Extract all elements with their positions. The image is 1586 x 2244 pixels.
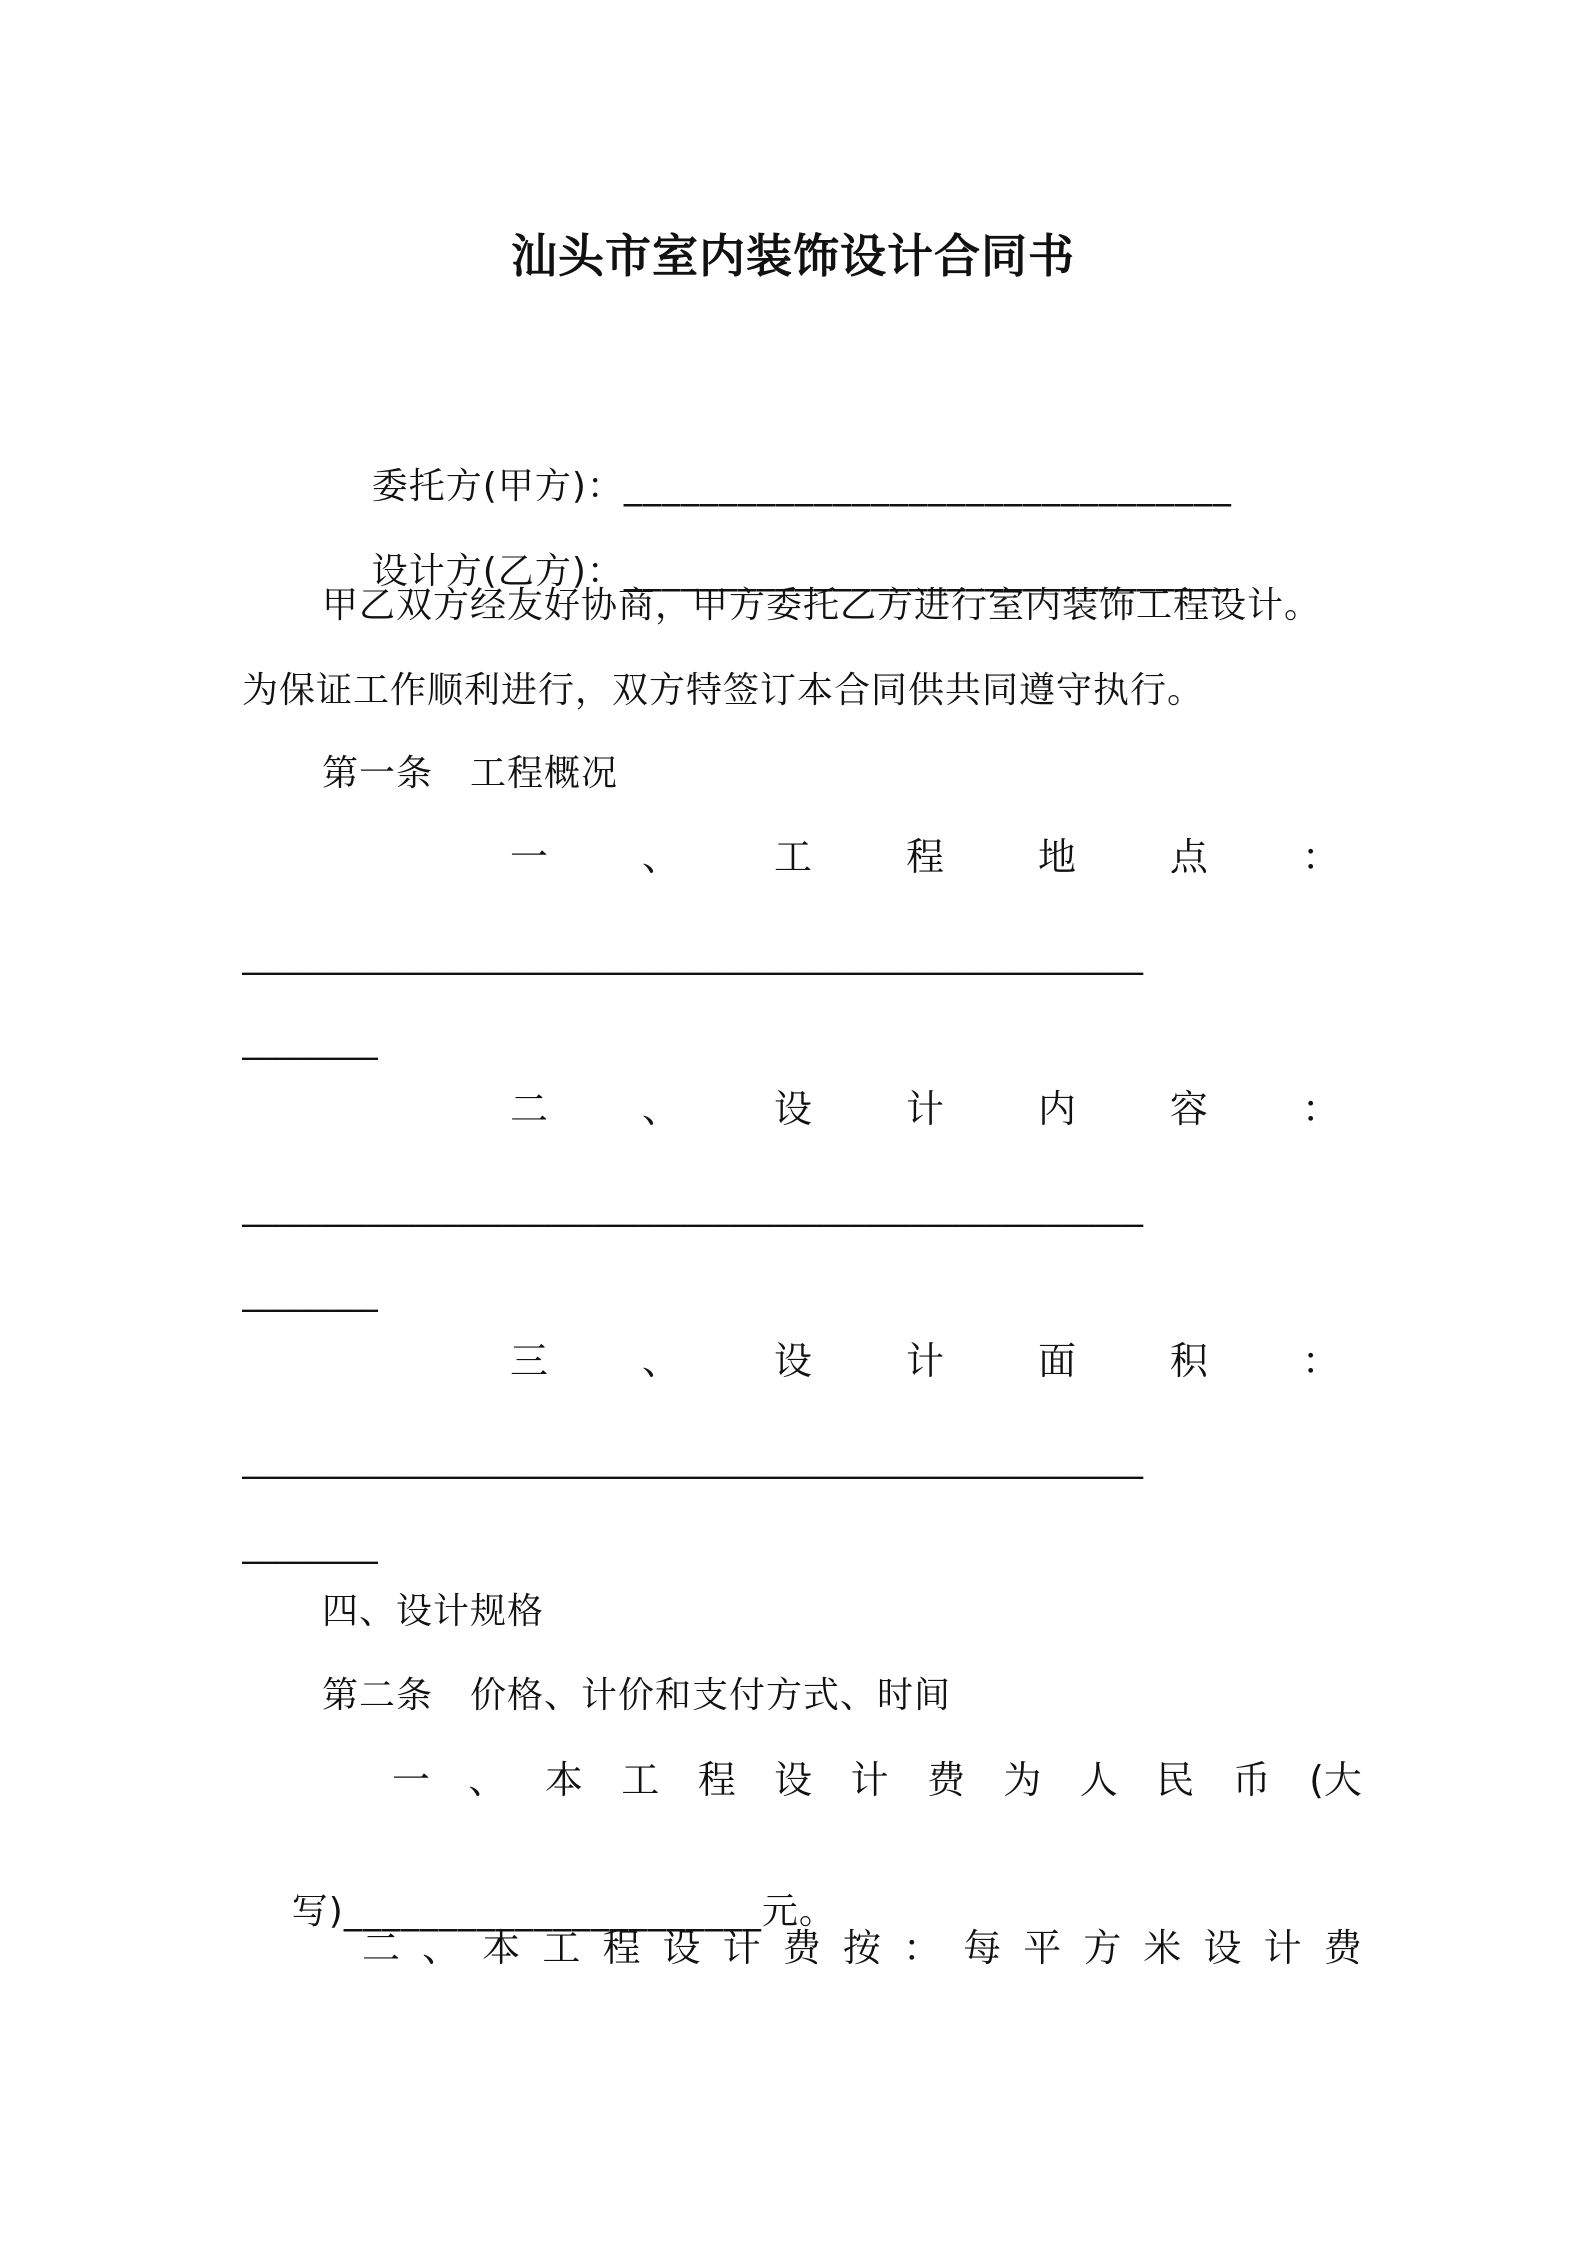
item-1-char: 工 — [773, 835, 812, 879]
fee-1-char: 程 — [697, 1758, 736, 1802]
item-2-char: 设 — [773, 1087, 812, 1131]
item-2-char: 容 — [1169, 1087, 1208, 1131]
party-a-blank: ________________________________ — [623, 466, 1232, 507]
item-1-char: ： — [1301, 835, 1340, 879]
item-3-char: 面 — [1037, 1339, 1076, 1383]
fee-1-suffix: 元。 — [761, 1891, 836, 1932]
fee-1-char: 本 — [544, 1758, 583, 1802]
fee-1-char: (大 — [1309, 1758, 1362, 1802]
fee-2-char: 本 — [482, 1926, 521, 1970]
fee-2-char: 费 — [1323, 1926, 1362, 1970]
fee-1-char: 设 — [774, 1758, 813, 1802]
fee-2-char: 按 — [842, 1926, 881, 1970]
article-1-heading: 第一条 工程概况 — [322, 753, 619, 794]
item-2-char: 计 — [905, 1087, 944, 1131]
fee-2-char: 平 — [1023, 1926, 1062, 1970]
fee-1-char: 为 — [1003, 1758, 1042, 1802]
document-title: 汕头市室内装饰设计合同书 — [511, 229, 1075, 283]
item-3-char: 计 — [905, 1339, 944, 1383]
item-3-char: 积 — [1169, 1339, 1208, 1383]
item-1-blank-short: ________ — [242, 1021, 378, 1061]
fee-1-char: 费 — [926, 1758, 965, 1802]
fee-1-char: 、 — [468, 1758, 507, 1802]
item-3-char: ： — [1301, 1339, 1340, 1383]
fee-1-char: 民 — [1156, 1758, 1195, 1802]
fee-2-char: ： — [902, 1926, 941, 1970]
item-2-blank-line: _____________________________________________________ — [242, 1188, 1143, 1228]
fee-1-prefix: 写) — [291, 1891, 344, 1932]
fee-2-char: 设 — [1203, 1926, 1242, 1970]
fee-1-blank: ______________________ — [343, 1891, 762, 1932]
item-2-char: 、 — [641, 1087, 680, 1131]
item-3-blank-line: _____________________________________________________ — [242, 1440, 1143, 1480]
item-2-blank-short: ________ — [242, 1273, 378, 1313]
item-2-char: 二 — [510, 1087, 549, 1131]
item-3-char: 三 — [510, 1339, 549, 1383]
fee-2-char: 、 — [422, 1926, 461, 1970]
party-b-blank: ________________________________ — [623, 551, 1232, 592]
fee-2-char: 程 — [602, 1926, 641, 1970]
item-1-char: 地 — [1037, 835, 1076, 879]
item-1-char: 、 — [641, 835, 680, 879]
item-3-blank-short: ________ — [242, 1525, 378, 1565]
item-3-char: 设 — [773, 1339, 812, 1383]
fee-1-char: 人 — [1079, 1758, 1118, 1802]
party-a-label: 委托方(甲方)： — [371, 466, 624, 507]
item-1-char: 点 — [1169, 835, 1208, 879]
fee-2-char: 每 — [963, 1926, 1002, 1970]
item-2-heading — [510, 1085, 1340, 1133]
fee-2-char: 工 — [542, 1926, 581, 1970]
fee-1-char: 计 — [850, 1758, 889, 1802]
item-3-heading — [510, 1337, 1340, 1385]
item-1-char: 一 — [510, 835, 549, 879]
fee-2-char: 设 — [662, 1926, 701, 1970]
intro-line-2: 为保证工作顺利进行，双方特签订本合同供共同遵守执行。 — [242, 670, 1205, 711]
party-b-label: 设计方(乙方)： — [371, 551, 624, 592]
fee-clause-2-line-1 — [362, 1924, 1362, 1972]
item-3-char: 、 — [641, 1339, 680, 1383]
fee-1-char: 币 — [1232, 1758, 1271, 1802]
item-1-heading — [510, 833, 1340, 881]
fee-2-char: 方 — [1083, 1926, 1122, 1970]
fee-2-char: 费 — [782, 1926, 821, 1970]
article-2-heading: 第二条 价格、计价和支付方式、时间 — [322, 1675, 952, 1716]
intro-line-1: 甲乙双方经友好协商，甲方委托乙方进行室内装饰工程设计。 — [322, 585, 1322, 626]
item-1-char: 程 — [905, 835, 944, 879]
item-4-heading: 四、设计规格 — [322, 1591, 545, 1632]
fee-2-char: 二 — [362, 1926, 401, 1970]
fee-1-char: 一 — [392, 1758, 431, 1802]
fee-1-char: 工 — [621, 1758, 660, 1802]
fee-2-char: 计 — [722, 1926, 761, 1970]
fee-2-char: 计 — [1263, 1926, 1302, 1970]
item-1-blank-line: _____________________________________________________ — [242, 936, 1143, 976]
fee-clause-1-line-1 — [392, 1756, 1362, 1804]
fee-2-char: 米 — [1143, 1926, 1182, 1970]
item-2-char: ： — [1301, 1087, 1340, 1131]
item-2-char: 内 — [1037, 1087, 1076, 1131]
